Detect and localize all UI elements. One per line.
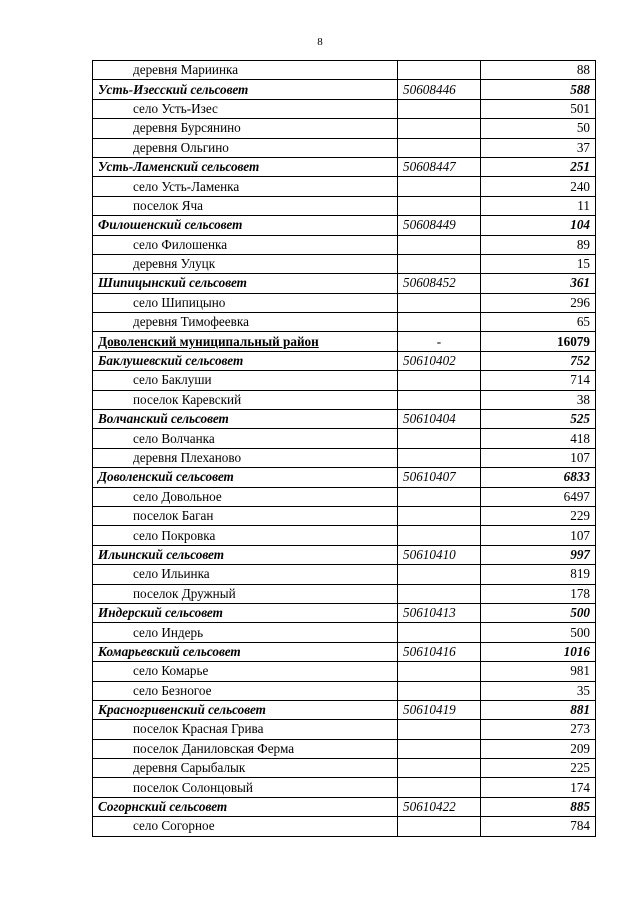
oktmo-code-cell: 50610413 <box>398 603 481 622</box>
oktmo-code-cell <box>398 623 481 642</box>
oktmo-code-cell <box>398 778 481 797</box>
population-cell: 525 <box>481 410 596 429</box>
name-cell: поселок Дружный <box>93 584 398 603</box>
name-cell: поселок Каревский <box>93 390 398 409</box>
oktmo-code-cell <box>398 138 481 157</box>
name-cell: деревня Бурсянино <box>93 119 398 138</box>
settlement-row <box>93 99 596 118</box>
oktmo-code-cell <box>398 390 481 409</box>
name-cell: село Индерь <box>93 623 398 642</box>
oktmo-code-cell: 50610407 <box>398 468 481 487</box>
population-cell: 361 <box>481 274 596 293</box>
name-cell: поселок Даниловская Ферма <box>93 739 398 758</box>
oktmo-code-cell <box>398 720 481 739</box>
population-cell: 752 <box>481 351 596 370</box>
settlement-row <box>93 778 596 797</box>
name-cell: деревня Улуцк <box>93 254 398 273</box>
sovet-row <box>93 797 596 816</box>
population-cell: 178 <box>481 584 596 603</box>
settlement-row <box>93 293 596 312</box>
population-cell: 50 <box>481 119 596 138</box>
population-cell: 107 <box>481 526 596 545</box>
settlement-row <box>93 313 596 332</box>
oktmo-code-cell <box>398 177 481 196</box>
population-cell: 16079 <box>481 332 596 351</box>
population-cell: 273 <box>481 720 596 739</box>
settlement-row <box>93 565 596 584</box>
name-cell: Доволенский сельсовет <box>93 468 398 487</box>
population-cell: 6833 <box>481 468 596 487</box>
population-cell: 209 <box>481 739 596 758</box>
oktmo-code-cell <box>398 429 481 448</box>
population-cell: 6497 <box>481 487 596 506</box>
oktmo-code-cell <box>398 526 481 545</box>
oktmo-code-cell <box>398 739 481 758</box>
settlement-row <box>93 61 596 80</box>
settlement-row <box>93 177 596 196</box>
settlement-row <box>93 759 596 778</box>
population-cell: 885 <box>481 797 596 816</box>
name-cell: село Довольное <box>93 487 398 506</box>
population-cell: 225 <box>481 759 596 778</box>
population-cell: 588 <box>481 80 596 99</box>
population-cell: 38 <box>481 390 596 409</box>
population-cell: 229 <box>481 506 596 525</box>
name-cell: село Усть-Изес <box>93 99 398 118</box>
name-cell: село Баклуши <box>93 371 398 390</box>
sovet-row <box>93 603 596 622</box>
oktmo-code-cell <box>398 99 481 118</box>
settlement-row <box>93 429 596 448</box>
population-cell: 11 <box>481 196 596 215</box>
settlement-row <box>93 623 596 642</box>
name-cell: село Покровка <box>93 526 398 545</box>
oktmo-code-cell <box>398 254 481 273</box>
oktmo-code-cell <box>398 196 481 215</box>
name-cell: село Усть-Ламенка <box>93 177 398 196</box>
settlement-row <box>93 235 596 254</box>
population-cell: 251 <box>481 157 596 176</box>
oktmo-code-cell <box>398 817 481 836</box>
oktmo-code-cell <box>398 448 481 467</box>
name-cell: Усть-Изесский сельсовет <box>93 80 398 99</box>
settlement-row <box>93 119 596 138</box>
settlement-row <box>93 138 596 157</box>
sovet-row <box>93 216 596 235</box>
oktmo-code-cell: 50608452 <box>398 274 481 293</box>
oktmo-code-cell <box>398 313 481 332</box>
population-cell: 240 <box>481 177 596 196</box>
settlement-row <box>93 196 596 215</box>
settlement-row <box>93 506 596 525</box>
settlement-row <box>93 681 596 700</box>
oktmo-code-cell <box>398 61 481 80</box>
oktmo-code-cell <box>398 759 481 778</box>
oktmo-code-cell: 50610422 <box>398 797 481 816</box>
population-cell: 174 <box>481 778 596 797</box>
name-cell: село Ильинка <box>93 565 398 584</box>
oktmo-code-cell: 50608446 <box>398 80 481 99</box>
page-number: 8 <box>317 36 323 48</box>
population-cell: 107 <box>481 448 596 467</box>
table-body <box>93 61 596 837</box>
settlement-row <box>93 526 596 545</box>
oktmo-code-cell: 50610404 <box>398 410 481 429</box>
name-cell: Индерский сельсовет <box>93 603 398 622</box>
sovet-row <box>93 410 596 429</box>
raion-row <box>93 332 596 351</box>
name-cell: деревня Ольгино <box>93 138 398 157</box>
population-cell: 500 <box>481 603 596 622</box>
population-cell: 997 <box>481 545 596 564</box>
oktmo-code-cell <box>398 584 481 603</box>
population-cell: 418 <box>481 429 596 448</box>
oktmo-code-cell <box>398 235 481 254</box>
name-cell: Ильинский сельсовет <box>93 545 398 564</box>
settlement-row <box>93 662 596 681</box>
name-cell: село Шипицыно <box>93 293 398 312</box>
oktmo-code-cell: - <box>398 332 481 351</box>
name-cell: Шипицынский сельсовет <box>93 274 398 293</box>
name-cell: деревня Тимофеевка <box>93 313 398 332</box>
oktmo-code-cell <box>398 681 481 700</box>
population-cell: 714 <box>481 371 596 390</box>
population-cell: 819 <box>481 565 596 584</box>
name-cell: Филошенский сельсовет <box>93 216 398 235</box>
settlement-row <box>93 371 596 390</box>
oktmo-code-cell: 50610402 <box>398 351 481 370</box>
population-cell: 89 <box>481 235 596 254</box>
name-cell: деревня Плеханово <box>93 448 398 467</box>
population-cell: 1016 <box>481 642 596 661</box>
name-cell: село Согорное <box>93 817 398 836</box>
name-cell: Согорнский сельсовет <box>93 797 398 816</box>
population-cell: 881 <box>481 700 596 719</box>
oktmo-code-cell <box>398 565 481 584</box>
sovet-row <box>93 80 596 99</box>
name-cell: Волчанский сельсовет <box>93 410 398 429</box>
name-cell: село Волчанка <box>93 429 398 448</box>
name-cell: Доволенский муниципальный район <box>93 332 398 351</box>
name-cell: поселок Яча <box>93 196 398 215</box>
oktmo-code-cell <box>398 371 481 390</box>
settlement-row <box>93 739 596 758</box>
population-cell: 37 <box>481 138 596 157</box>
oktmo-code-cell <box>398 119 481 138</box>
population-cell: 784 <box>481 817 596 836</box>
oktmo-code-cell: 50610410 <box>398 545 481 564</box>
sovet-row <box>93 274 596 293</box>
settlement-row <box>93 817 596 836</box>
population-cell: 501 <box>481 99 596 118</box>
population-cell: 35 <box>481 681 596 700</box>
name-cell: поселок Красная Грива <box>93 720 398 739</box>
name-cell: Красногривенский сельсовет <box>93 700 398 719</box>
name-cell: деревня Мариинка <box>93 61 398 80</box>
population-cell: 500 <box>481 623 596 642</box>
population-cell: 15 <box>481 254 596 273</box>
settlement-row <box>93 390 596 409</box>
oktmo-code-cell: 50610419 <box>398 700 481 719</box>
population-cell: 981 <box>481 662 596 681</box>
name-cell: поселок Солонцовый <box>93 778 398 797</box>
sovet-row <box>93 700 596 719</box>
name-cell: Комарьевский сельсовет <box>93 642 398 661</box>
name-cell: село Комарье <box>93 662 398 681</box>
population-cell: 65 <box>481 313 596 332</box>
name-cell: село Филошенка <box>93 235 398 254</box>
oktmo-code-cell <box>398 293 481 312</box>
oktmo-code-cell <box>398 487 481 506</box>
name-cell: село Безногое <box>93 681 398 700</box>
name-cell: поселок Баган <box>93 506 398 525</box>
population-cell: 104 <box>481 216 596 235</box>
oktmo-code-cell <box>398 506 481 525</box>
sovet-row <box>93 642 596 661</box>
oktmo-code-cell: 50608447 <box>398 157 481 176</box>
settlement-row <box>93 254 596 273</box>
settlements-table <box>92 60 596 837</box>
oktmo-code-cell: 50610416 <box>398 642 481 661</box>
name-cell: Баклушевский сельсовет <box>93 351 398 370</box>
population-cell: 88 <box>481 61 596 80</box>
sovet-row <box>93 545 596 564</box>
name-cell: деревня Сарыбалык <box>93 759 398 778</box>
sovet-row <box>93 157 596 176</box>
settlement-row <box>93 487 596 506</box>
settlement-row <box>93 448 596 467</box>
settlement-row <box>93 720 596 739</box>
sovet-row <box>93 468 596 487</box>
population-cell: 296 <box>481 293 596 312</box>
oktmo-code-cell: 50608449 <box>398 216 481 235</box>
sovet-row <box>93 351 596 370</box>
name-cell: Усть-Ламенский сельсовет <box>93 157 398 176</box>
settlement-row <box>93 584 596 603</box>
oktmo-code-cell <box>398 662 481 681</box>
